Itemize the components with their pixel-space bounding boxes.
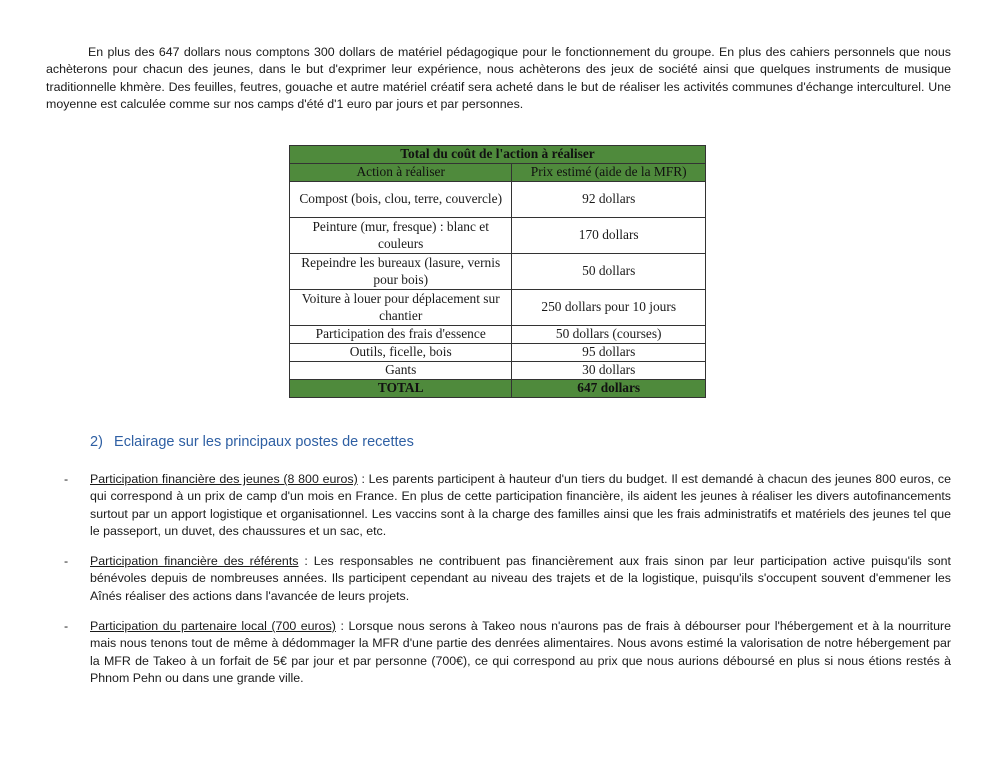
row-action: Peinture (mur, fresque) : blanc et couleurs xyxy=(290,218,512,254)
table-row xyxy=(290,290,706,326)
row-price: 50 dollars xyxy=(512,254,706,290)
bullet-item-referents xyxy=(64,553,951,605)
section-number: 2) xyxy=(90,434,103,450)
row-action: Outils, ficelle, bois xyxy=(290,344,512,362)
section-title: Eclairage sur les principaux postes de recettes xyxy=(114,434,414,450)
table-title-row xyxy=(290,146,706,164)
row-price: 30 dollars xyxy=(512,362,706,380)
row-action: Voiture à louer pour déplacement sur chantier xyxy=(290,290,512,326)
table-row xyxy=(290,218,706,254)
row-price: 50 dollars (courses) xyxy=(512,326,706,344)
bullet-dash: - xyxy=(64,554,69,568)
col-action-header: Action à réaliser xyxy=(290,164,512,182)
section-heading xyxy=(90,434,414,450)
row-price: 92 dollars xyxy=(512,182,706,218)
table-row xyxy=(290,362,706,380)
row-price: 95 dollars xyxy=(512,344,706,362)
total-value: 647 dollars xyxy=(512,380,706,398)
bullet-label: Participation financière des jeunes (8 800 euros) xyxy=(90,472,358,486)
bullet-text: : Lorsque nous serons à Takeo nous n'aurons pas de frais à débourser pour l'hébergement et à la nourriture mais nous tenons tout de même à dédommager la MFR d'une partie des denrées alimentaires. Nous avons estimé la valorisation de notre hébergement par la MFR de Takeo à un forfait de 5€ par jour et par personne (700€), ce qui correspond au prix que nous aurions déboursé en plus si nous étions restés à Phnom Pehn ou dans une grande ville. xyxy=(90,619,951,685)
table-row xyxy=(290,344,706,362)
intro-text: En plus des 647 dollars nous comptons 300 dollars de matériel pédagogique pour le fonctionnement du groupe. En plus des cahiers personnels que nous achèterons pour chacun des jeunes, dans le but d'exprimer leur expérience, nous achèterons des jeux de société ainsi que quelques instruments de musique traditionnelle khmère. Des feuilles, feutres, gouache et autre matériel créatif sera acheté dans le but de réaliser les activités communes d'échange interculturel. Une moyenne est calculée comme sur nos camps d'été d'1 euro par jours et par personnes. xyxy=(46,45,951,111)
table-row xyxy=(290,182,706,218)
bullet-text: : Les parents participent à hauteur d'un tiers du budget. Il est demandé à chacun des jeunes 800 euros, ce qui correspond à un prix de camp d'un mois en France. En plus de cette participation financière, ils aident les jeunes à réaliser les divers autofinancements surtout par un apport logistique et organisationnel. Les vaccins sont à la charge des familles ainsi que les frais administratifs et matériels des jeunes tel que le passeport, un duvet, des chaussures et un sac, etc. xyxy=(90,472,951,538)
table-title: Total du coût de l'action à réaliser xyxy=(290,146,706,164)
bullet-label: Participation financière des référents xyxy=(90,554,299,568)
table-header-row xyxy=(290,164,706,182)
row-action: Gants xyxy=(290,362,512,380)
col-price-header: Prix estimé (aide de la MFR) xyxy=(512,164,706,182)
intro-paragraph xyxy=(46,44,951,113)
row-price: 250 dollars pour 10 jours xyxy=(512,290,706,326)
row-action: Compost (bois, clou, terre, couvercle) xyxy=(290,182,512,218)
bullet-item-partenaire xyxy=(64,618,951,687)
table-row xyxy=(290,254,706,290)
total-label: TOTAL xyxy=(290,380,512,398)
bullet-label: Participation du partenaire local (700 euros) xyxy=(90,619,336,633)
bullet-dash: - xyxy=(64,472,69,486)
bullet-text: : Les responsables ne contribuent pas financièrement aux frais sinon par leur participation active puisqu'ils sont bénévoles depuis de nombreuses années. Ils participent cependant au niveau des trajets et de la logistique, puisqu'ils s'occupent souvent d'emmener les Aînés réaliser des actions dans l'avancée de leurs projets. xyxy=(90,554,951,603)
row-price: 170 dollars xyxy=(512,218,706,254)
cost-table xyxy=(289,145,706,398)
table-row xyxy=(290,326,706,344)
row-action: Repeindre les bureaux (lasure, vernis pour bois) xyxy=(290,254,512,290)
table-total-row xyxy=(290,380,706,398)
row-action: Participation des frais d'essence xyxy=(290,326,512,344)
bullet-item-jeunes xyxy=(64,471,951,540)
bullet-dash: - xyxy=(64,619,69,633)
